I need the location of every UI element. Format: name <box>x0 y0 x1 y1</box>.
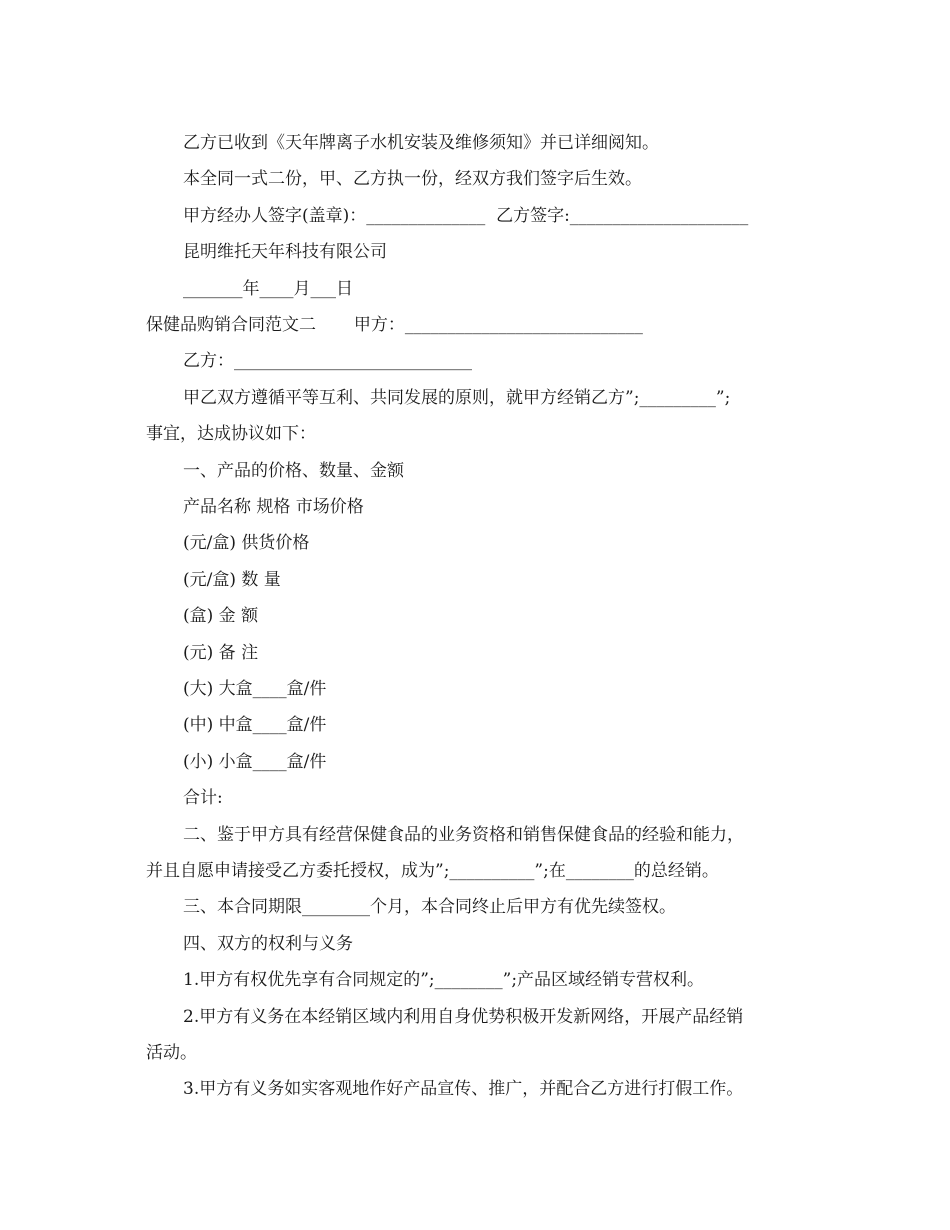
list-item: 产品名称 规格 市场价格 <box>183 497 364 517</box>
company-name: 昆明维托天年科技有限公司 <box>183 242 387 262</box>
list-item: (中) 中盒____盒/件 <box>183 715 327 735</box>
list-item: (元/盒) 供货价格 <box>183 533 310 553</box>
paragraph-line: 二、鉴于甲方具有经营保健食品的业务资格和销售保健食品的经验和能力， <box>183 825 744 845</box>
paragraph-line: 事宜，达成协议如下： <box>146 424 316 444</box>
section-heading: 四、双方的权利与义务 <box>183 934 353 954</box>
list-item: (元/盒) 数 量 <box>183 570 281 590</box>
paragraph-line: 1.甲方有权优先享有合同规定的”;________”;产品区域经销专营权利。 <box>183 970 705 990</box>
paragraph-line: 甲乙双方遵循平等互利、共同发展的原则，就甲方经销乙方”;_________”; <box>183 388 731 408</box>
section-heading: 一、产品的价格、数量、金额 <box>183 461 404 481</box>
paragraph-line: 2.甲方有义务在本经销区域内利用自身优势积极开发新网络，开展产品经销 <box>183 1007 744 1027</box>
paragraph-line: 并且自愿申请接受乙方委托授权，成为”;__________”;在________的总经销。 <box>146 861 719 881</box>
paragraph-line: 乙方已收到《天年牌离子水机安装及维修须知》并已详细阅知。 <box>183 133 659 153</box>
paragraph-line: 本全同一式二份，甲、乙方执一份，经双方我们签字后生效。 <box>183 169 642 189</box>
signature-line: 甲方经办人签字(盖章)：______________ 乙方签字:_____________________ <box>183 206 749 226</box>
list-item: (大) 大盒____盒/件 <box>183 679 327 699</box>
date-line: _______年____月___日 <box>183 279 353 299</box>
party-b-line: 乙方：____________________________ <box>183 351 472 371</box>
list-item: (盒) 金 额 <box>183 606 259 626</box>
list-item: (小) 小盒____盒/件 <box>183 752 327 772</box>
paragraph-line: 三、本合同期限________个月，本合同终止后甲方有优先续签权。 <box>183 897 676 917</box>
contract-title-line: 保健品购销合同范文二 甲方：____________________________ <box>146 315 643 335</box>
paragraph-line: 3.甲方有义务如实客观地作好产品宣传、推广，并配合乙方进行打假工作。 <box>183 1079 744 1099</box>
paragraph-line: 活动。 <box>146 1043 197 1063</box>
list-item: (元) 备 注 <box>183 643 259 663</box>
total-label: 合计: <box>183 788 223 808</box>
